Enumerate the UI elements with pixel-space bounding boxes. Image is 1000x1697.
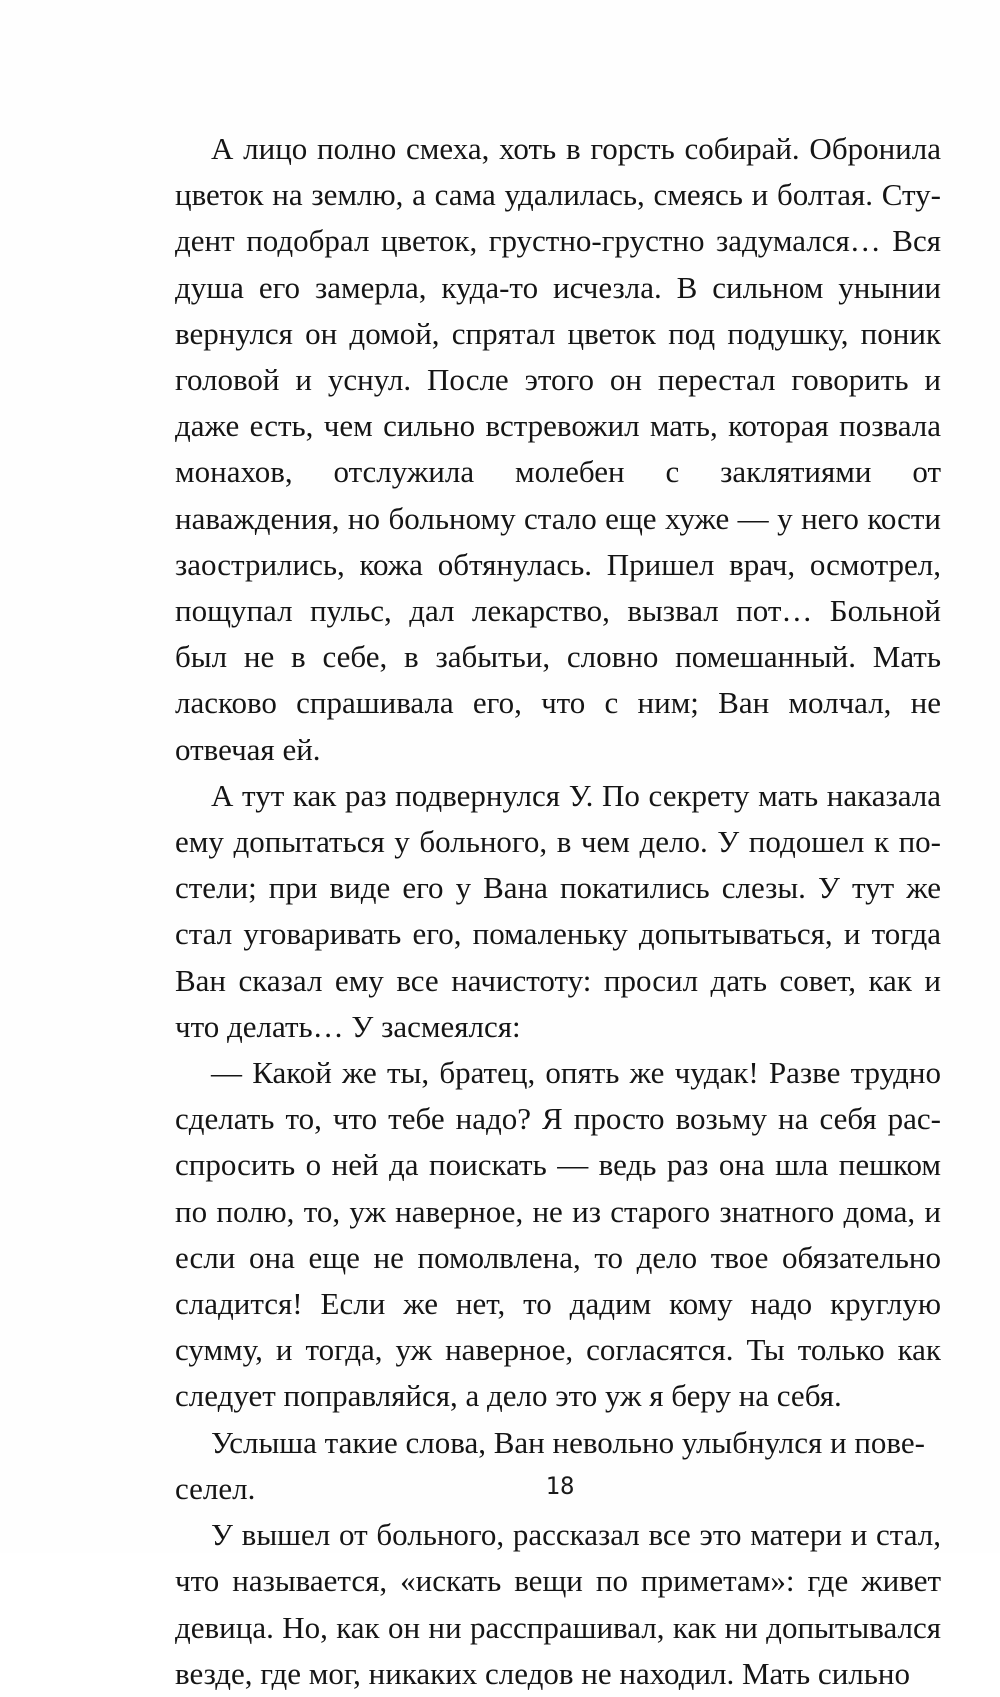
paragraph: А лицо полно смеха, хоть в горсть собирай. Обронила цветок на землю, а сама удалилась, смеясь и болтая. Студент подобрал цветок, грустно-грустно задумался… Вся душа его замерла, куда-то исчезла. В сильном унынии вернулся он домой, спрятал цветок под подушку, поник головой и уснул. После этого он перестал говорить и даже есть, чем сильно встревожил мать, которая позвала монахов, отслужила молебен с заклятиями от наваждения, но больному стало еще хуже — у него кости заострились, кожа обтянулась. Пришел врач, осмотрел, пощупал пульс, дал лекарство, вызвал пот… Больной был не в себе, в забытьи, словно помешанный. Мать ласково спрашивала его, что с ним; Ван молчал, не отвечая ей. bbox=[175, 131, 941, 767]
paragraph: — Какой же ты, братец, опять же чудак! Разве трудно сделать то, что тебе надо? Я просто возьму на себя расспросить о ней да поискать — ведь раз она шла пешком по полю, то, уж наверное, не из старого знатного дома, и если она еще не помолвлена, то дело твое обязательно сладится! Если же нет, то дадим кому надо круглую сумму, и тогда, уж наверное, согласятся. Ты только как следует поправляйся, а дело это уж я беру на себя. bbox=[175, 1055, 941, 1414]
paragraph: Услыша такие слова, Ван невольно улыбнулся и повеселел. bbox=[175, 1424, 925, 1506]
paragraph: А тут как раз подвернулся У. По секрету мать наказала ему допытаться у больного, в чем дело. У подошел к постели; при виде его у Вана покатились слезы. У тут же стал уговаривать его, помаленьку допытываться, и тогда Ван сказал ему все начистоту: просил дать совет, как и что делать… У засмеялся: bbox=[175, 777, 941, 1044]
body-text bbox=[175, 126, 941, 1697]
paragraph: У вышел от больного, рассказал все это матери и стал, что называется, «искать вещи по приметам»: где живет девица. Но, как он ни расспрашивал, как ни допытывался везде, где мог, никаких следов не находил. Мать сильно bbox=[175, 1517, 941, 1691]
page-number: 18 bbox=[545, 1472, 575, 1500]
